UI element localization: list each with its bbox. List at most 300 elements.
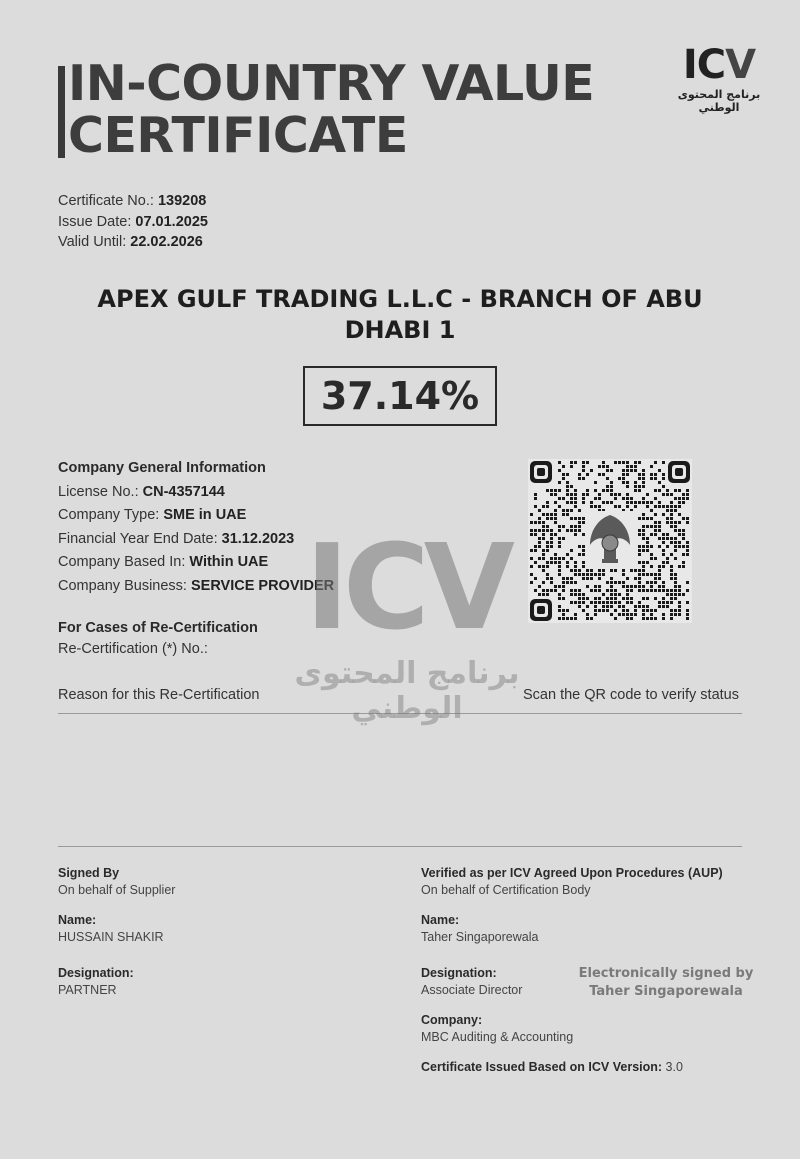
qr-module [610,501,613,504]
qr-module [570,589,573,592]
qr-module [582,565,585,568]
qr-module [546,501,549,504]
qr-module [586,617,589,620]
qr-module [674,545,677,548]
qr-module [550,581,553,584]
qr-module [670,601,673,604]
qr-module [674,557,677,560]
qr-module [538,593,541,596]
qr-module [658,481,661,484]
qr-module [654,497,657,500]
qr-module [678,589,681,592]
qr-module [630,469,633,472]
qr-module [610,589,613,592]
qr-module [646,605,649,608]
icv-version-row [421,1059,683,1076]
qr-module [546,565,549,568]
qr-module [626,497,629,500]
qr-module [646,501,649,504]
qr-module [646,581,649,584]
qr-module [682,529,685,532]
qr-module [622,461,625,464]
qr-module [686,497,689,500]
qr-module [646,517,649,520]
qr-module [614,597,617,600]
verifier-designation-block [421,965,522,999]
qr-module [610,577,613,580]
qr-module [650,553,653,556]
qr-module [614,497,617,500]
qr-module [566,485,569,488]
qr-module [654,489,657,492]
qr-module [582,461,585,464]
qr-module [642,529,645,532]
title-line-1: IN-COUNTRY VALUE [68,55,595,112]
qr-module [662,513,665,516]
qr-module [638,545,641,548]
qr-module [610,493,613,496]
qr-module [650,525,653,528]
qr-module [566,609,569,612]
qr-module [650,465,653,468]
qr-module [574,529,577,532]
qr-module [566,493,569,496]
qr-module [670,513,673,516]
qr-module [678,565,681,568]
qr-module [590,601,593,604]
qr-module [670,565,673,568]
qr-module [666,493,669,496]
qr-module [650,501,653,504]
qr-module [550,533,553,536]
qr-module [570,509,573,512]
qr-module [678,585,681,588]
qr-module [566,501,569,504]
qr-module [666,545,669,548]
valid-until-label: Valid Until: [58,234,127,250]
qr-module [606,597,609,600]
company-info [58,457,334,598]
qr-module [654,521,657,524]
qr-module [630,613,633,616]
based-in: Within UAE [189,554,269,570]
qr-module [626,609,629,612]
verifier-name-label: Name: [421,913,460,927]
qr-module [650,589,653,592]
logo-ic: IC [682,42,726,88]
qr-module [570,501,573,504]
qr-module [566,553,569,556]
qr-module [586,613,589,616]
qr-module [650,473,653,476]
qr-module [658,565,661,568]
qr-module [654,617,657,620]
qr-module [682,493,685,496]
qr-module [586,585,589,588]
qr-module [682,593,685,596]
qr-module [558,605,561,608]
qr-module [642,533,645,536]
qr-module [566,513,569,516]
qr-module [630,497,633,500]
issue-date: 07.01.2025 [135,213,208,230]
qr-module [646,493,649,496]
qr-module [674,497,677,500]
qr-module [670,573,673,576]
qr-module [594,613,597,616]
qr-module [554,553,557,556]
qr-module [674,489,677,492]
recertification-reason-label: Reason for this Re-Certification [58,687,260,703]
qr-module [618,613,621,616]
qr-module [614,609,617,612]
qr-module [558,545,561,548]
qr-module [614,593,617,596]
qr-module [582,493,585,496]
qr-note: Scan the QR code to verify status [523,687,739,703]
qr-module [546,561,549,564]
qr-module [530,521,533,524]
qr-module [678,505,681,508]
qr-module [570,461,573,464]
qr-module [662,617,665,620]
company-name-line-2: DHABI 1 [344,316,456,344]
qr-module [670,537,673,540]
qr-module [642,589,645,592]
qr-module [574,617,577,620]
qr-module [662,613,665,616]
watermark-text: ICV [305,518,509,656]
qr-module [590,469,593,472]
qr-module [574,565,577,568]
qr-module [558,469,561,472]
qr-module [634,585,637,588]
qr-module [558,537,561,540]
qr-module [542,521,545,524]
qr-module [666,557,669,560]
qr-module [634,577,637,580]
qr-module [578,525,581,528]
qr-module [610,485,613,488]
divider-top [58,713,742,714]
qr-module [582,469,585,472]
uae-emblem-icon [586,511,634,567]
supplier-name: HUSSAIN SHAKIR [58,930,164,944]
qr-module [638,549,641,552]
qr-module [562,513,565,516]
qr-module [598,505,601,508]
qr-module [686,489,689,492]
qr-module [642,549,645,552]
qr-module [638,589,641,592]
qr-module [622,481,625,484]
qr-module [578,569,581,572]
qr-module [602,461,605,464]
qr-module [578,529,581,532]
qr-module [538,529,541,532]
qr-module [602,601,605,604]
qr-finder-top-left [530,461,552,483]
qr-module [610,581,613,584]
qr-module [570,497,573,500]
qr-module [582,497,585,500]
qr-module [658,489,661,492]
qr-module [562,509,565,512]
qr-module [682,561,685,564]
qr-module [650,581,653,584]
qr-module [594,605,597,608]
qr-module [574,493,577,496]
qr-module [642,545,645,548]
qr-module [638,501,641,504]
qr-module [686,581,689,584]
qr-module [578,545,581,548]
qr-module [554,561,557,564]
qr-module [574,613,577,616]
qr-module [630,585,633,588]
qr-module [646,505,649,508]
qr-module [574,497,577,500]
qr-module [566,577,569,580]
qr-module [570,525,573,528]
qr-module [582,501,585,504]
qr-module [542,513,545,516]
qr-module [598,493,601,496]
qr-module [678,533,681,536]
qr-module [594,497,597,500]
qr-module [546,593,549,596]
qr-module [598,569,601,572]
qr-module [626,461,629,464]
qr-module [654,609,657,612]
icv-logo-text [664,44,774,86]
qr-module [642,609,645,612]
qr-module [634,505,637,508]
electronic-signature [578,965,754,1001]
qr-module [634,485,637,488]
qr-module [674,597,677,600]
qr-module [662,477,665,480]
qr-module [546,573,549,576]
qr-module [662,537,665,540]
qr-module [574,517,577,520]
qr-module [594,481,597,484]
qr-module [542,537,545,540]
qr-module [654,513,657,516]
qr-module [654,461,657,464]
supplier-signed-by [58,865,175,899]
qr-module [610,585,613,588]
qr-module [646,545,649,548]
qr-module [634,609,637,612]
qr-module [606,469,609,472]
qr-module [630,569,633,572]
qr-module [554,489,557,492]
qr-module [642,517,645,520]
qr-module [570,465,573,468]
qr-module [662,493,665,496]
qr-module [670,525,673,528]
qr-module [642,473,645,476]
qr-module [646,537,649,540]
qr-module [662,597,665,600]
qr-module [626,505,629,508]
qr-module [586,473,589,476]
qr-module [594,597,597,600]
qr-module [534,577,537,580]
qr-module [638,601,641,604]
company-name [40,284,760,346]
qr-module [530,513,533,516]
qr-module [562,609,565,612]
title-line-2: CERTIFICATE [68,107,408,164]
qr-module [582,593,585,596]
qr-module [606,489,609,492]
qr-module [586,597,589,600]
certificate-number: 139208 [157,193,207,209]
business-row [58,575,334,599]
icv-score-box [303,366,497,426]
qr-module [546,513,549,516]
verification-qr-code[interactable] [528,459,692,623]
qr-module [642,613,645,616]
qr-module [570,569,573,572]
qr-module [578,509,581,512]
signed-by-label: Signed By [58,866,120,880]
qr-module [538,545,541,548]
qr-module [622,613,625,616]
qr-module [622,585,625,588]
qr-module [558,529,561,532]
qr-module [654,577,657,580]
qr-module [578,553,581,556]
company-name-line-1: APEX GULF TRADING L.L.C - BRANCH OF ABU [97,285,703,313]
qr-module [622,569,625,572]
qr-module [674,573,677,576]
qr-module [658,569,661,572]
qr-module [550,529,553,532]
e-sign-line-2: Taher Singaporewala [589,984,743,999]
qr-module [562,537,565,540]
qr-module [614,493,617,496]
qr-module [594,505,597,508]
qr-module [670,541,673,544]
fy-end-date: 31.12.2023 [221,530,295,547]
qr-module [650,565,653,568]
qr-module [570,581,573,584]
qr-module [534,545,537,548]
qr-module [606,605,609,608]
qr-module [602,573,605,576]
qr-module [626,589,629,592]
qr-module [662,605,665,608]
qr-module [658,505,661,508]
qr-module [670,589,673,592]
qr-module [658,601,661,604]
qr-module [534,589,537,592]
qr-module [670,517,673,520]
qr-module [658,469,661,472]
qr-module [546,589,549,592]
qr-module [662,565,665,568]
supplier-designation-block [58,965,134,999]
qr-module [682,545,685,548]
qr-module [534,561,537,564]
qr-module [678,609,681,612]
qr-module [530,573,533,576]
qr-module [666,605,669,608]
qr-module [550,489,553,492]
certificate-number-row [58,191,208,212]
qr-module [678,541,681,544]
qr-module [646,617,649,620]
qr-module [626,585,629,588]
qr-module [570,493,573,496]
qr-module [558,489,561,492]
qr-module [542,557,545,560]
qr-module [530,557,533,560]
qr-module [582,573,585,576]
qr-module [650,609,653,612]
supplier-designation: PARTNER [58,983,117,997]
qr-module [606,465,609,468]
qr-module [546,545,549,548]
qr-module [582,561,585,564]
qr-module [642,497,645,500]
qr-module [594,609,597,612]
qr-module [654,573,657,576]
qr-module [534,521,537,524]
qr-module [558,557,561,560]
qr-module [606,601,609,604]
qr-module [642,585,645,588]
qr-module [602,593,605,596]
qr-module [646,589,649,592]
qr-module [622,497,625,500]
qr-module [550,541,553,544]
qr-module [658,585,661,588]
company-info-heading: Company General Information [58,460,266,476]
qr-module [578,605,581,608]
qr-module [622,609,625,612]
watermark-arabic: برنامج المحتوى الوطني [294,656,520,726]
qr-module [638,461,641,464]
qr-module [674,537,677,540]
qr-module [654,505,657,508]
qr-module [670,521,673,524]
qr-module [618,581,621,584]
qr-finder-bottom-left [530,599,552,621]
fy-end-row [58,528,334,552]
qr-module [666,505,669,508]
qr-module [586,493,589,496]
icv-score: 37.14% [320,374,480,418]
qr-module [634,501,637,504]
qr-module [670,613,673,616]
qr-module [570,601,573,604]
icv-version: 3.0 [665,1060,683,1074]
qr-module [626,465,629,468]
qr-module [546,525,549,528]
qr-module [582,545,585,548]
qr-module [610,593,613,596]
qr-module [558,525,561,528]
qr-module [542,569,545,572]
qr-module [634,481,637,484]
qr-module [610,489,613,492]
verifier-company: MBC Auditing & Accounting [421,1030,574,1044]
qr-module [634,605,637,608]
